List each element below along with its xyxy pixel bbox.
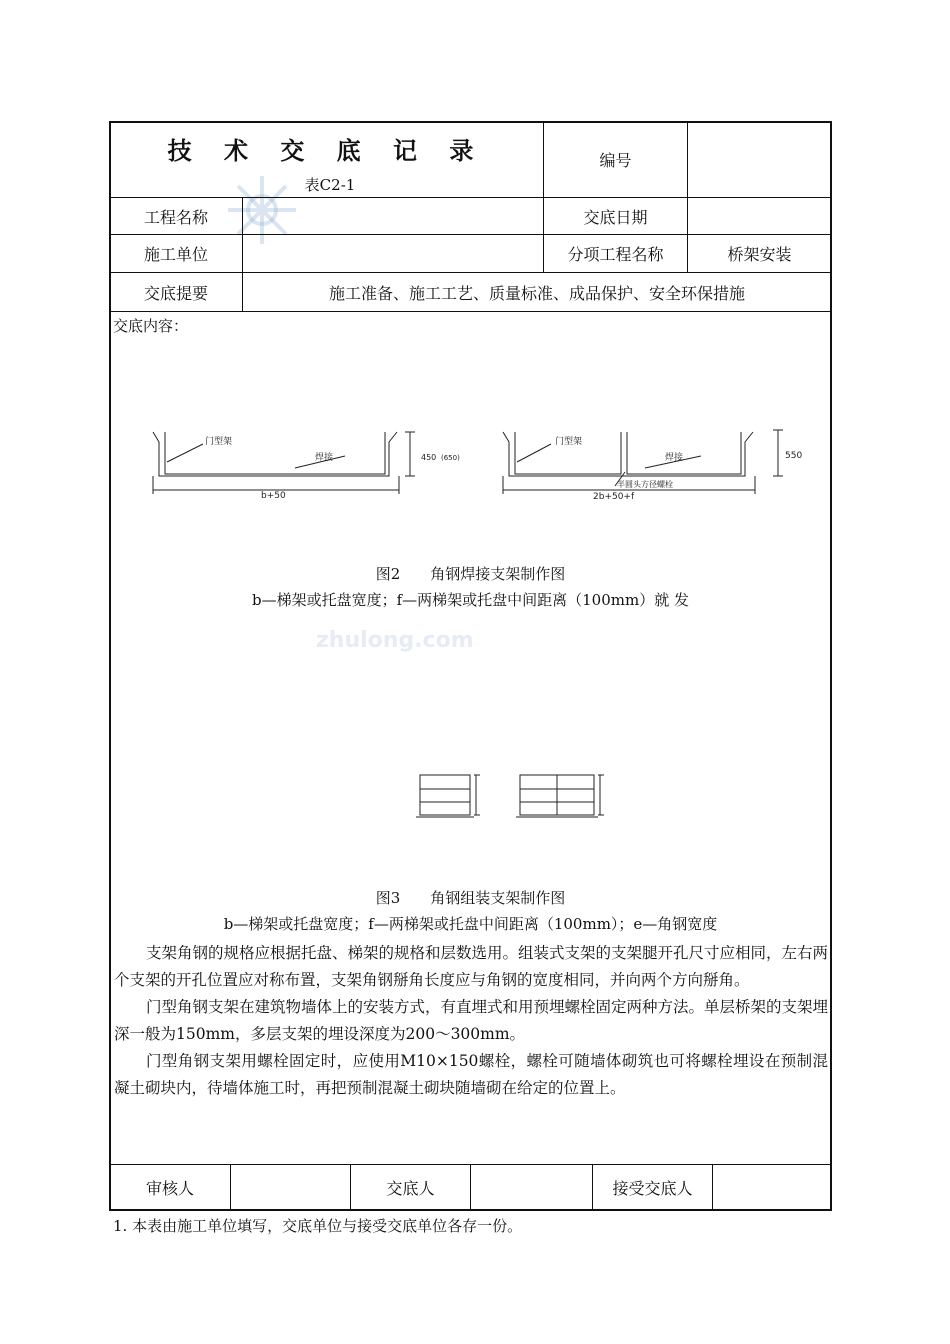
fig2-left-height-alt-label: (650) (441, 454, 460, 462)
fig2-left-weld-label: 焊接 (315, 453, 334, 463)
contractor-label: 施工单位 (143, 245, 208, 264)
fig2-right-width-label: 2b+50+f (593, 492, 635, 502)
discloser-field[interactable] (471, 1165, 592, 1210)
document-title: 技 术 交 底 记 录 (167, 135, 486, 165)
footnote: 1. 本表由施工单位填写，交底单位与接受交底单位各存一份。 (113, 1217, 523, 1235)
figure2-note: b—梯架或托盘宽度；f—两梯架或托盘中间距离（100mm）就 发 (251, 591, 689, 609)
figure3-drawing (412, 773, 612, 823)
disclosure-date-field[interactable] (688, 198, 831, 234)
form-code: 表C2-1 (304, 175, 356, 194)
number-field[interactable] (688, 122, 831, 197)
fig2-right-height-label: 550 (785, 451, 803, 461)
fig2-right-bolt-label: 半圆头方径螺栓 (617, 480, 673, 489)
fig2-left-frame-label: 门型架 (205, 437, 233, 447)
figure3-note: b—梯架或托盘宽度；f—两梯架或托盘中间距离（100mm）；e—角钢宽度 (223, 915, 718, 933)
discloser-label: 交底人 (386, 1179, 435, 1198)
subproject-label: 分项工程名称 (567, 245, 664, 264)
subproject-field[interactable]: 桥架安装 (727, 245, 792, 264)
paragraph-3: 门型角钢支架用螺栓固定时，应使用M10×150螺栓，螺栓可随墙体砌筑也可将螺栓埋设在预制混凝土砌块内，待墙体施工时，再把预制混凝土砌块随墙砌在给定的位置上。 (114, 1052, 828, 1097)
paragraph-2: 门型角钢支架在建筑物墙体上的安装方式，有直埋式和用预埋螺栓固定两种方法。单层桥架的支架埋深一般为150mm，多层支架的埋设深度为200～300mm。 (114, 998, 829, 1043)
project-name-label: 工程名称 (143, 207, 208, 227)
figure2-drawing (145, 424, 805, 504)
fig2-left-width-label: b+50 (261, 491, 286, 501)
fig2-right-weld-label: 焊接 (665, 453, 684, 463)
paragraph-1: 支架角钢的规格应根据托盘、梯架的规格和层数选用。组装式支架的支架腿开孔尺寸应相同，左右两个支架的开孔位置应对称布置，支架角钢掰角长度应与角钢的宽度相同，并向两个方向掰角。 (114, 944, 829, 989)
contractor-field[interactable] (243, 235, 543, 272)
reviewer-field[interactable] (231, 1165, 350, 1210)
disclosure-date-label: 交底日期 (583, 207, 648, 227)
figure3-caption: 图3 角钢组装支架制作图 (375, 889, 566, 907)
content-label: 交底内容： (113, 317, 189, 335)
watermark-text: zhulong.com (316, 628, 474, 653)
fig2-right-frame-label: 门型架 (555, 437, 583, 447)
project-name-field[interactable] (243, 198, 543, 234)
receiver-field[interactable] (713, 1165, 831, 1210)
fig2-left-height-label: 450 (421, 453, 437, 462)
summary-field[interactable]: 施工准备、施工工艺、质量标准、成品保护、安全环保措施 (328, 283, 745, 303)
summary-label: 交底提要 (143, 283, 208, 303)
content-body (114, 940, 828, 1102)
number-label: 编号 (599, 151, 632, 170)
reviewer-label: 审核人 (145, 1179, 194, 1198)
receiver-label: 接受交底人 (612, 1179, 693, 1198)
figure2-caption: 图2 角钢焊接支架制作图 (375, 565, 566, 583)
